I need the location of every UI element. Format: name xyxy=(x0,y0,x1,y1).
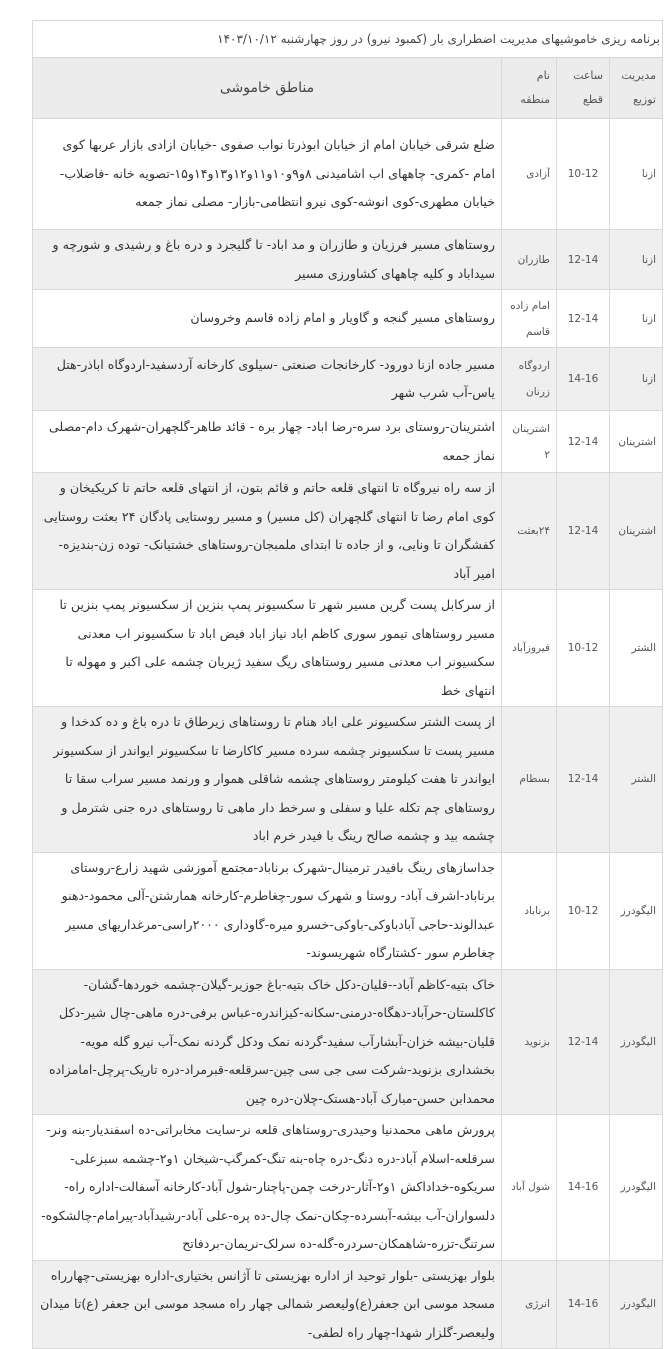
cell-distribution: ازنا xyxy=(610,290,663,348)
table-row xyxy=(32,473,662,590)
cell-zones: خاک بتیه-کاظم آباد--قلیان-دکل خاک بتیه-باغ جوزیر-گیلان-چشمه خوردها-گشان-کاکلستان-حرآباد-دهگاه-درمنی-سکانه-کیزاندره-عباس برفی-دره ماهی-چال شیر-دکل قلیان-بیشه خزان-آبشارآب سفید-گردنه نمک ودکل گردنه نمک-آب نیرو گله مویه-بخشداری بزنوید-شرکت سی جی سی چین-سرقلعه-قبرمراد-دره تاریک-پرچل-امامزاده محمدابن حسن-مبارک آباد-هستک-چلان-دره چین xyxy=(32,969,501,1115)
header-row xyxy=(32,58,662,119)
cell-time: 12-14 xyxy=(557,707,610,853)
cell-distribution: اشترینان xyxy=(610,411,663,473)
cell-area: فیروزآباد xyxy=(502,590,557,707)
header-time: ساعت قطع xyxy=(557,58,610,119)
cell-area: اردوگاه زرنان xyxy=(502,348,557,411)
cell-time: 10-12 xyxy=(557,590,610,707)
cell-distribution: الشتر xyxy=(610,590,663,707)
cell-distribution: الیگودرز xyxy=(610,1260,663,1349)
cell-distribution: ازنا xyxy=(610,230,663,290)
cell-area: طازران xyxy=(502,230,557,290)
header-area: نام منطقه xyxy=(502,58,557,119)
cell-time: 10-12 xyxy=(557,119,610,230)
header-zones: مناطق خاموشی xyxy=(32,58,501,119)
title-row xyxy=(32,21,662,58)
table-row xyxy=(32,1260,662,1349)
table-row xyxy=(32,119,662,230)
cell-area: برناباد xyxy=(502,852,557,969)
cell-zones: پرورش ماهی محمدنیا وحیدری-روستاهای قلعه نر-سایت مخابراتی-ده اسفندیار-بنه ونر-سرقلعه-اسلام آباد-دره دنگ-دره چاه-بنه تنگ-کمرگپ-شیخان ۱و۲-چشمه سبزعلی-سریکوه-خداداکش ۱و۲-آثار-درخت چمن-پاچنار-شول آباد-کارخانه آسفالت-اداره راه-دلسواران-آب بیشه-آبسرده-چکان-نمک چال-ده پره-علی آباد-رشیدآباد-پیرامام-چالشکوه-سرتنگ-تزره-شاهمکان-سردره-گله-ده سرلک-نریمان-بردفاتح xyxy=(32,1115,501,1261)
table-row xyxy=(32,852,662,969)
cell-distribution: ازنا xyxy=(610,348,663,411)
cell-zones: روستاهای مسیر فرزیان و طازران و مد اباد- تا گلیجرد و دره باغ و رشیدی و شورچه و سیداباد و کلیه چاههای کشاورزی مسیر xyxy=(32,230,501,290)
cell-zones: ضلع شرقی خیابان امام از خیابان ابوذرتا نواب صفوی -خیابان ازادی بازار عربها کوی امام -کمری- چاههای اب اشامیدنی ۸و۹و۱۰و۱۱و۱۲و۱۳و۱۴و۱۵-تصویه خانه -فاضلاب-خیابان مطهری-کوی انوشه-کوی نیرو انتظامی-بازار- مصلی نماز جمعه xyxy=(32,119,501,230)
blackout-schedule-table xyxy=(32,20,663,1349)
cell-area: بسطام xyxy=(502,707,557,853)
cell-distribution: الیگودرز xyxy=(610,1115,663,1261)
table-row xyxy=(32,969,662,1115)
cell-time: 12-14 xyxy=(557,969,610,1115)
table-row xyxy=(32,707,662,853)
cell-distribution: الیگودرز xyxy=(610,852,663,969)
blackout-schedule-sheet xyxy=(33,20,663,1349)
cell-area: آزادی xyxy=(502,119,557,230)
cell-distribution: اشترینان xyxy=(610,473,663,590)
cell-distribution: ازنا xyxy=(610,119,663,230)
table-row xyxy=(32,348,662,411)
table-row xyxy=(32,590,662,707)
cell-area: انرژی xyxy=(502,1260,557,1349)
cell-zones: جداسازهای رینگ بافیدر ترمینال-شهرک برناباد-مجتمع آموزشی شهید زارع-روستای برناباد-اشرف آباد- روستا و شهرک سور-چغاطرم-کارخانه همارشتن-آلی محمود-دهنو عبدالوند-حاجی آبادباوکی-باوکی-خسرو میره-گاوداری ۲۰۰۰راسی-مرغداریهای مسیر چغاطرم سور -کشتارگاه شهریسوند- xyxy=(32,852,501,969)
cell-zones: اشترینان-روستای برد سره-رضا اباد- چهار بره - قائد طاهر-گلچهران-شهرک دام-مصلی نماز جمعه xyxy=(32,411,501,473)
cell-time: 12-14 xyxy=(557,230,610,290)
cell-zones: از سه راه نیروگاه تا انتهای قلعه حاتم و قائم بتون، از انتهای قلعه حاتم تا کریکیخان و کوی امام رضا تا انتهای گلچهران (کل مسیر) و مسیر روستایی پادگان ۲۴ بعثت روستایی کفشگران تا ونایی، و از جاده تا ابتدای ملمبجان-روستاهای خشتیانک- توده زن-بندیزه- امیر آباد xyxy=(32,473,501,590)
header-distribution: مدیریت توزیع xyxy=(610,58,663,119)
cell-area: شول آباد xyxy=(502,1115,557,1261)
table-row xyxy=(32,290,662,348)
cell-area: اشترینان ۲ xyxy=(502,411,557,473)
cell-time: 12-14 xyxy=(557,411,610,473)
cell-time: 12-14 xyxy=(557,290,610,348)
cell-area: بزنوید xyxy=(502,969,557,1115)
table-row xyxy=(32,1115,662,1261)
cell-zones: از پست الشتر سکسیونر علی اباد هنام تا روستاهای زیرطاق تا دره باغ و ده کدخدا و مسیر پست تا سکسیونر چشمه سرده مسیر کاکارضا تا سکسیونر ایواندر از سکسیونر ایواندر تا هفت کیلومتر روستاهای چشمه شاقلی هموار و ورنمد مسیر سراب سقا تا روستاهای چم تکله علیا و سفلی و سرخط دار ماهی تا روستاهای دره جنی شترمل و چشمه بید و چشمه صالح رینگ با فیدر خرم اباد xyxy=(32,707,501,853)
cell-distribution: الشتر xyxy=(610,707,663,853)
table-row xyxy=(32,230,662,290)
cell-distribution: الیگودرز xyxy=(610,969,663,1115)
cell-zones: روستاهای مسیر گنجه و گاویار و امام زاده قاسم وخروسان xyxy=(32,290,501,348)
cell-time: 14-16 xyxy=(557,348,610,411)
cell-zones: بلوار بهزیستی -بلوار توحید از اداره بهزیستی تا آژانس بختیاری-اداره بهزیستی-چهارراه مسجد موسی ابن جعفر(ع)ولیعصر شمالی چهار راه مسجد موسی ابن جعفر (ع)تا میدان ولیعصر-گلزار شهدا-چهار راه لطفی- xyxy=(32,1260,501,1349)
cell-area: ۲۴بعثت xyxy=(502,473,557,590)
cell-area: امام زاده قاسم xyxy=(502,290,557,348)
cell-time: 10-12 xyxy=(557,852,610,969)
cell-zones: از سرکابل پست گرین مسیر شهر تا سکسیونر پمپ بنزین از سکسیونر پمپ بنزین تا مسیر روستاهای تیمور سوری کاظم اباد نیاز اباد فیض اباد تا سکسیونر اب معدنی سکسیونر اب معدنی مسیر روستاهای ریگ سفید ژیریان چشمه علی اکبر و مهوله تا انتهای خط xyxy=(32,590,501,707)
schedule-title: برنامه ریزی خاموشیهای مدیریت اضطراری بار (کمبود نیرو) در روز چهارشنبه ۱۴۰۳/۱۰/۱۲ xyxy=(32,21,662,58)
cell-zones: مسیر جاده ازنا دورود- کارخانجات صنعتی -سیلوی کارخانه آردسفید-اردوگاه اباذر-هتل یاس-آب شرب شهر xyxy=(32,348,501,411)
cell-time: 14-16 xyxy=(557,1115,610,1261)
table-row xyxy=(32,411,662,473)
cell-time: 14-16 xyxy=(557,1260,610,1349)
cell-time: 12-14 xyxy=(557,473,610,590)
